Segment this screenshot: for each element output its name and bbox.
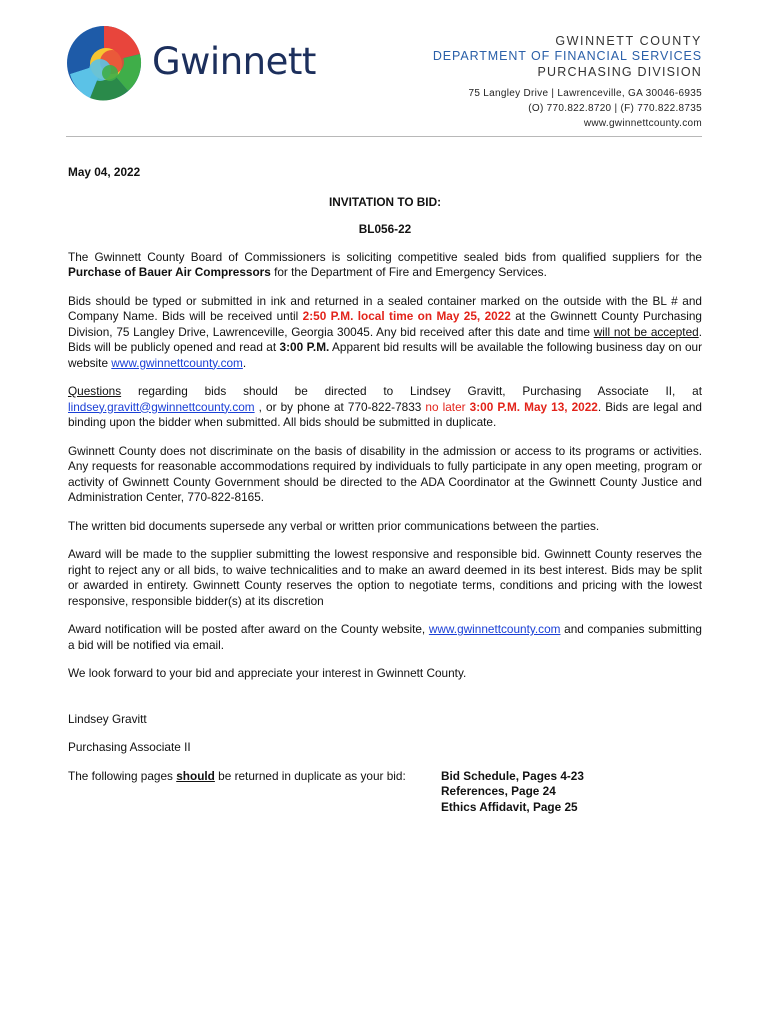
not-accepted-text: will not be accepted bbox=[593, 324, 699, 339]
return-pages bbox=[68, 769, 702, 829]
paragraph-questions: Questions regarding bids should be directed to Lindsey Gravitt, Purchasing Associate II, at lindsey.gravitt@gwinnettcounty.com , or by phone at 770-822-7833 no later 3:00 P.M. May 13, 2022. Bids are legal and binding upon the bidder when submitted. All bids should be submitted in duplicate. bbox=[68, 384, 702, 429]
bid-deadline: 2:50 P.M. local time on May 25, 2022 bbox=[302, 309, 511, 323]
website-link-2[interactable]: www.gwinnettcounty.com bbox=[428, 622, 561, 636]
website-link[interactable]: www.gwinnettcounty.com bbox=[111, 355, 243, 370]
letter-heading: INVITATION TO BID: bbox=[328, 194, 442, 209]
should-text: should bbox=[176, 768, 215, 783]
paragraph-supersede: The written bid documents supersede any verbal or written prior communications between the parties. bbox=[68, 518, 600, 533]
letterhead-address: 75 Langley Drive | Lawrenceville, GA 30046-6935 bbox=[468, 88, 702, 99]
logo-wordmark: Gwinnett bbox=[152, 40, 316, 83]
bid-number: BL056-22 bbox=[358, 222, 412, 236]
questions-text: Questions bbox=[68, 384, 122, 398]
purchase-title: Purchase of Bauer Air Compressors bbox=[68, 265, 271, 279]
paragraph-closing: We look forward to your bid and appreciate your interest in Gwinnett County. bbox=[68, 666, 467, 680]
letter-date: May 04, 2022 bbox=[68, 165, 141, 179]
letter-body bbox=[68, 165, 702, 829]
no-later-text: no later bbox=[425, 399, 466, 414]
letterhead-phone: (O) 770.822.8720 | (F) 770.822.8735 bbox=[528, 103, 702, 114]
questions-deadline: 3:00 P.M. May 13, 2022 bbox=[469, 399, 598, 414]
letterhead bbox=[433, 34, 702, 131]
paragraph-notification: Award notification will be posted after award on the County website, www.gwinnettcounty.com and companies submitting a bid will be notified via email. bbox=[68, 622, 702, 652]
header-divider bbox=[66, 136, 702, 137]
signature-block bbox=[68, 712, 702, 829]
opening-time: 3:00 P.M. bbox=[279, 340, 330, 354]
paragraph-award: Award will be made to the supplier submitting the lowest responsive and responsible bid. Gwinnett County reserves the right to reject any or all bids, to waive technicalities and to make an award deemed in its best interest. Bids may be split or awarded in entirety. Gwinnett County reserves the option to negotiate terms, conditions and pricing with the lowest responsive, responsible bidder(s) at its discretion bbox=[68, 547, 702, 608]
list-item: Bid Schedule, Pages 4-23 bbox=[441, 768, 584, 783]
gwinnett-logo bbox=[66, 24, 314, 104]
signer-title: Purchasing Associate II bbox=[68, 740, 191, 754]
email-link[interactable]: lindsey.gravitt@gwinnettcounty.com bbox=[68, 399, 255, 414]
list-item: References, Page 24 bbox=[441, 784, 556, 798]
return-instructions: The following pages should be returned in duplicate as your bid: bbox=[68, 768, 406, 783]
county-name: GWINNETT COUNTY bbox=[555, 34, 702, 48]
paragraph-submission: Bids should be typed or submitted in ink and returned in a sealed container marked on the outside with the BL # and Company Name. Bids will be received until 2:50 P.M. local time on May 25, 2022 at the Gwinnett County Purchasing Division, 75 Langley Drive, Lawrenceville, Georgia 30045. Any bid received after this date and time will not be accepted. Bids will be publicly opened and read at 3:00 P.M. Apparent bid results will be available the following business day on our website www.gwinnettcounty.com. bbox=[68, 293, 703, 370]
signer-name: Lindsey Gravitt bbox=[68, 711, 147, 726]
list-item: Ethics Affidavit, Page 25 bbox=[441, 799, 578, 814]
division-name: PURCHASING DIVISION bbox=[537, 65, 702, 79]
paragraph-ada: Gwinnett County does not discriminate on the basis of disability in the admission or access to its programs or activities. Any requests for reasonable accommodations required by individuals to fully participate in any open meeting, program or activity of Gwinnett County Government should be directed to the ADA Coordinator at the Gwinnett County Justice and Administration Center, 770-822-8165. bbox=[68, 443, 702, 504]
department-name: DEPARTMENT OF FINANCIAL SERVICES bbox=[432, 49, 702, 63]
paragraph-intro: The Gwinnett County Board of Commissioners is soliciting competitive sealed bids from qualified suppliers for the Purchase of Bauer Air Compressors for the Department of Fire and Emergency Services. bbox=[68, 249, 702, 279]
letterhead-website[interactable]: www.gwinnettcounty.com bbox=[583, 118, 702, 129]
gwinnett-logo-icon bbox=[66, 24, 142, 102]
return-list bbox=[441, 769, 584, 816]
